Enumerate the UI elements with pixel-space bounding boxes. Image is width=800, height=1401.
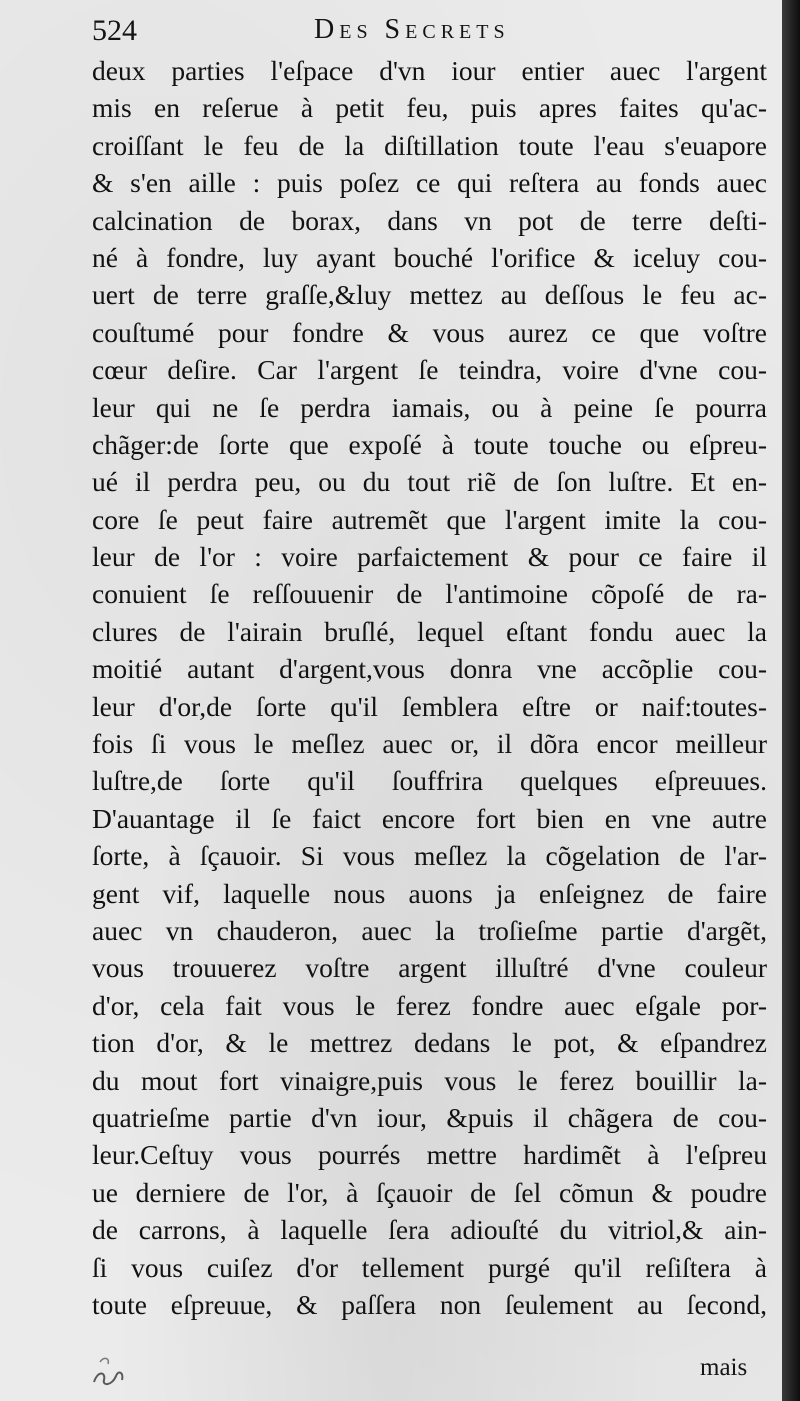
text-line: core ſe peut faire autremẽt que l'argent imite la cou- bbox=[92, 503, 767, 535]
text-line: de carrons, à laquelle ſera adiouſté du vitriol,& ain- bbox=[92, 1214, 767, 1246]
catchword: mais bbox=[700, 1354, 748, 1381]
page-edge-shadow bbox=[782, 0, 800, 1401]
running-head bbox=[92, 10, 752, 54]
text-line: quatrieſme partie d'vn iour, &puis il chãgera de cou- bbox=[92, 1101, 767, 1133]
text-line: gent vif, laquelle nous auons ja enſeignez de faire bbox=[92, 877, 767, 909]
body-text bbox=[92, 52, 767, 1323]
text-line: ſorte, à ſçauoir. Si vous meſlez la cõgelation de l'ar- bbox=[92, 840, 767, 872]
text-line: ue derniere de l'or, à ſçauoir de ſel cõmun & poudre bbox=[92, 1176, 767, 1208]
text-line: ſi vous cuiſez d'or tellement purgé qu'il reſiſtera à bbox=[92, 1251, 767, 1283]
text-line: chãger:de ſorte que expoſé à toute touche ou eſpreu- bbox=[92, 428, 767, 460]
text-line: couſtumé pour fondre & vous aurez ce que voſtre bbox=[92, 316, 767, 348]
text-line: ué il perdra peu, ou du tout riẽ de ſon luſtre. Et en- bbox=[92, 466, 767, 498]
text-line: leur.Ceſtuy vous pourrés mettre hardimẽt à l'eſpreu bbox=[92, 1139, 767, 1171]
text-line: cœur deſire. Car l'argent ſe teindra, voire d'vne cou- bbox=[92, 354, 767, 386]
text-line: croiſſant le feu de la diſtillation toute l'eau s'euapore bbox=[92, 129, 767, 161]
text-line: leur qui ne ſe perdra iamais, ou à peine ſe pourra bbox=[92, 391, 767, 423]
text-line: leur de l'or : voire parfaictement & pour ce faire il bbox=[92, 541, 767, 573]
text-line: fois ſi vous le meſlez auec or, il dõra encor meilleur bbox=[92, 728, 767, 760]
text-line: luſtre,de ſorte qu'il ſouffrira quelques eſpreuues. bbox=[92, 765, 767, 797]
text-line: & s'en aille : puis poſez ce qui reſtera au fonds auec bbox=[92, 167, 767, 199]
text-line: conuient ſe reſſouuenir de l'antimoine cõpoſé de ra- bbox=[92, 578, 767, 610]
text-line: vous trouuerez voſtre argent illuſtré d'vne couleur bbox=[92, 952, 767, 984]
text-line: du mout fort vinaigre,puis vous le ferez bouillir la- bbox=[92, 1064, 767, 1096]
text-line: toute eſpreuue, & paſſera non ſeulement au ſecond, bbox=[92, 1288, 767, 1320]
text-line: d'or, cela fait vous le ferez fondre auec eſgale por- bbox=[92, 989, 767, 1021]
page-number: 524 bbox=[92, 14, 137, 47]
ink-flourish-icon bbox=[88, 1342, 130, 1390]
text-line: clures de l'airain bruſlé, lequel eſtant fondu auec la bbox=[92, 615, 767, 647]
text-line: leur d'or,de ſorte qu'il ſemblera eſtre or naif:toutes- bbox=[92, 690, 767, 722]
text-line: uert de terre graſſe,&luy mettez au deſſous le feu ac- bbox=[92, 279, 767, 311]
text-line: calcination de borax, dans vn pot de terre deſti- bbox=[92, 204, 767, 236]
text-line: deux parties l'eſpace d'vn iour entier auec l'argent bbox=[92, 55, 767, 86]
text-line: auec vn chauderon, auec la troſieſme partie d'argẽt, bbox=[92, 914, 767, 946]
text-line: moitié autant d'argent,vous donra vne accõplie cou- bbox=[92, 653, 767, 685]
text-line: mis en reſerue à petit feu, puis apres faites qu'ac- bbox=[92, 92, 767, 124]
running-title: Des Secrets bbox=[314, 14, 510, 45]
text-line: tion d'or, & le mettrez dedans le pot, & eſpandrez bbox=[92, 1027, 767, 1059]
text-line: né à fondre, luy ayant bouché l'orifice & iceluy cou- bbox=[92, 241, 767, 273]
text-line: D'auantage il ſe faict encore fort bien en vne autre bbox=[92, 802, 767, 834]
